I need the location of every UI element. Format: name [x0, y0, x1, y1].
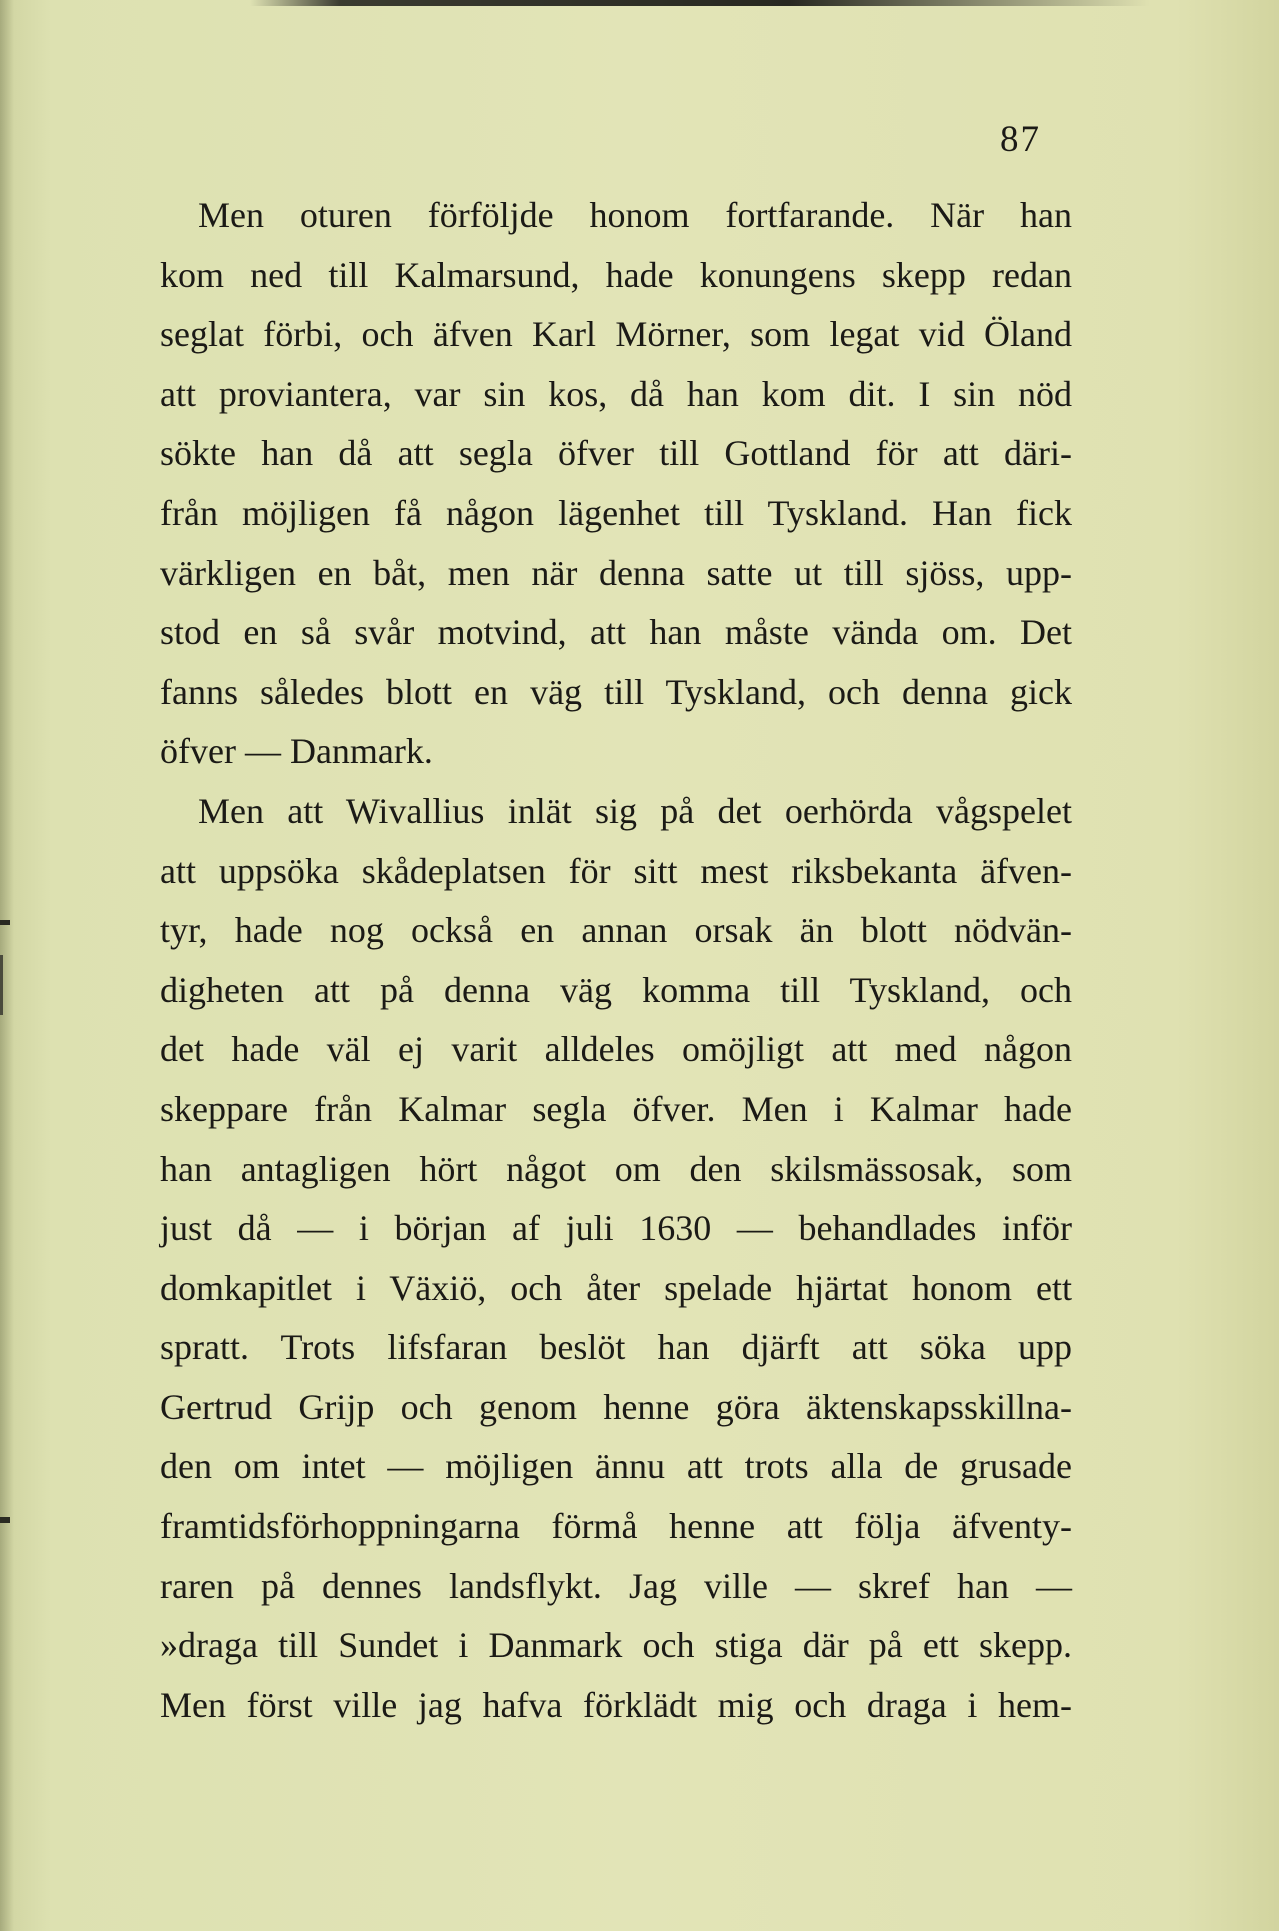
text-line: skeppare från Kalmar segla öfver. Men i Kalmar hade: [160, 1088, 1072, 1129]
page-top-edge: [250, 0, 1150, 6]
text-line: »draga till Sundet i Danmark och stiga där på ett skepp.: [160, 1625, 1072, 1666]
text-line: han antagligen hört något om den skilsmässosak, som: [160, 1148, 1072, 1189]
text-line: spratt. Trots lifsfaran beslöt han djärft att söka upp: [160, 1327, 1072, 1368]
paragraph-1: [160, 186, 1072, 782]
text-line: öfver — Danmark.: [160, 731, 433, 772]
text-line: tyr, hade nog också en annan orsak än blott nödvän-: [160, 910, 1072, 951]
text-line: att proviantera, var sin kos, då han kom dit. I sin nöd: [160, 373, 1072, 414]
text-line: fanns således blott en väg till Tyskland, och denna gick: [160, 671, 1072, 712]
edge-mark: [0, 955, 3, 1015]
page-number: 87: [1000, 119, 1041, 160]
text-line: just då — i början af juli 1630 — behandlades inför: [160, 1208, 1072, 1249]
text-line: domkapitlet i Växiö, och åter spelade hjärtat honom ett: [160, 1267, 1072, 1308]
text-line: Men först ville jag hafva förklädt mig och draga i hem-: [160, 1684, 1072, 1725]
text-line: den om intet — möjligen ännu att trots alla de grusade: [160, 1446, 1072, 1487]
text-line: värkligen en båt, men när denna satte ut till sjöss, upp-: [160, 552, 1072, 593]
text-line: stod en så svår motvind, att han måste vända om. Det: [160, 612, 1072, 653]
text-line: Gertrud Grijp och genom henne göra äktenskapsskillna-: [160, 1386, 1072, 1427]
body-text: [160, 186, 1072, 1735]
text-line: sökte han då att segla öfver till Gottland för att däri-: [160, 433, 1072, 474]
edge-mark: [0, 1517, 10, 1523]
edge-mark: [0, 920, 10, 925]
text-line: Men oturen förföljde honom fortfarande. När han: [198, 195, 1072, 235]
text-line: från möjligen få någon lägenhet till Tyskland. Han fick: [160, 492, 1072, 533]
text-line: digheten att på denna väg komma till Tyskland, och: [160, 969, 1072, 1010]
paragraph-2: [160, 782, 1072, 1736]
text-line: det hade väl ej varit alldeles omöjligt att med någon: [160, 1029, 1072, 1070]
text-line: raren på dennes landsflykt. Jag ville — skref han —: [160, 1565, 1072, 1606]
text-line: framtidsförhoppningarna förmå henne att följa äfventy-: [160, 1506, 1072, 1547]
text-line: seglat förbi, och äfven Karl Mörner, som legat vid Öland: [160, 314, 1072, 355]
text-line: Men att Wivallius inlät sig på det oerhörda vågspelet: [198, 790, 1072, 831]
text-line: att uppsöka skådeplatsen för sitt mest riksbekanta äfven-: [160, 850, 1072, 891]
text-line: kom ned till Kalmarsund, hade konungens skepp redan: [160, 254, 1072, 295]
